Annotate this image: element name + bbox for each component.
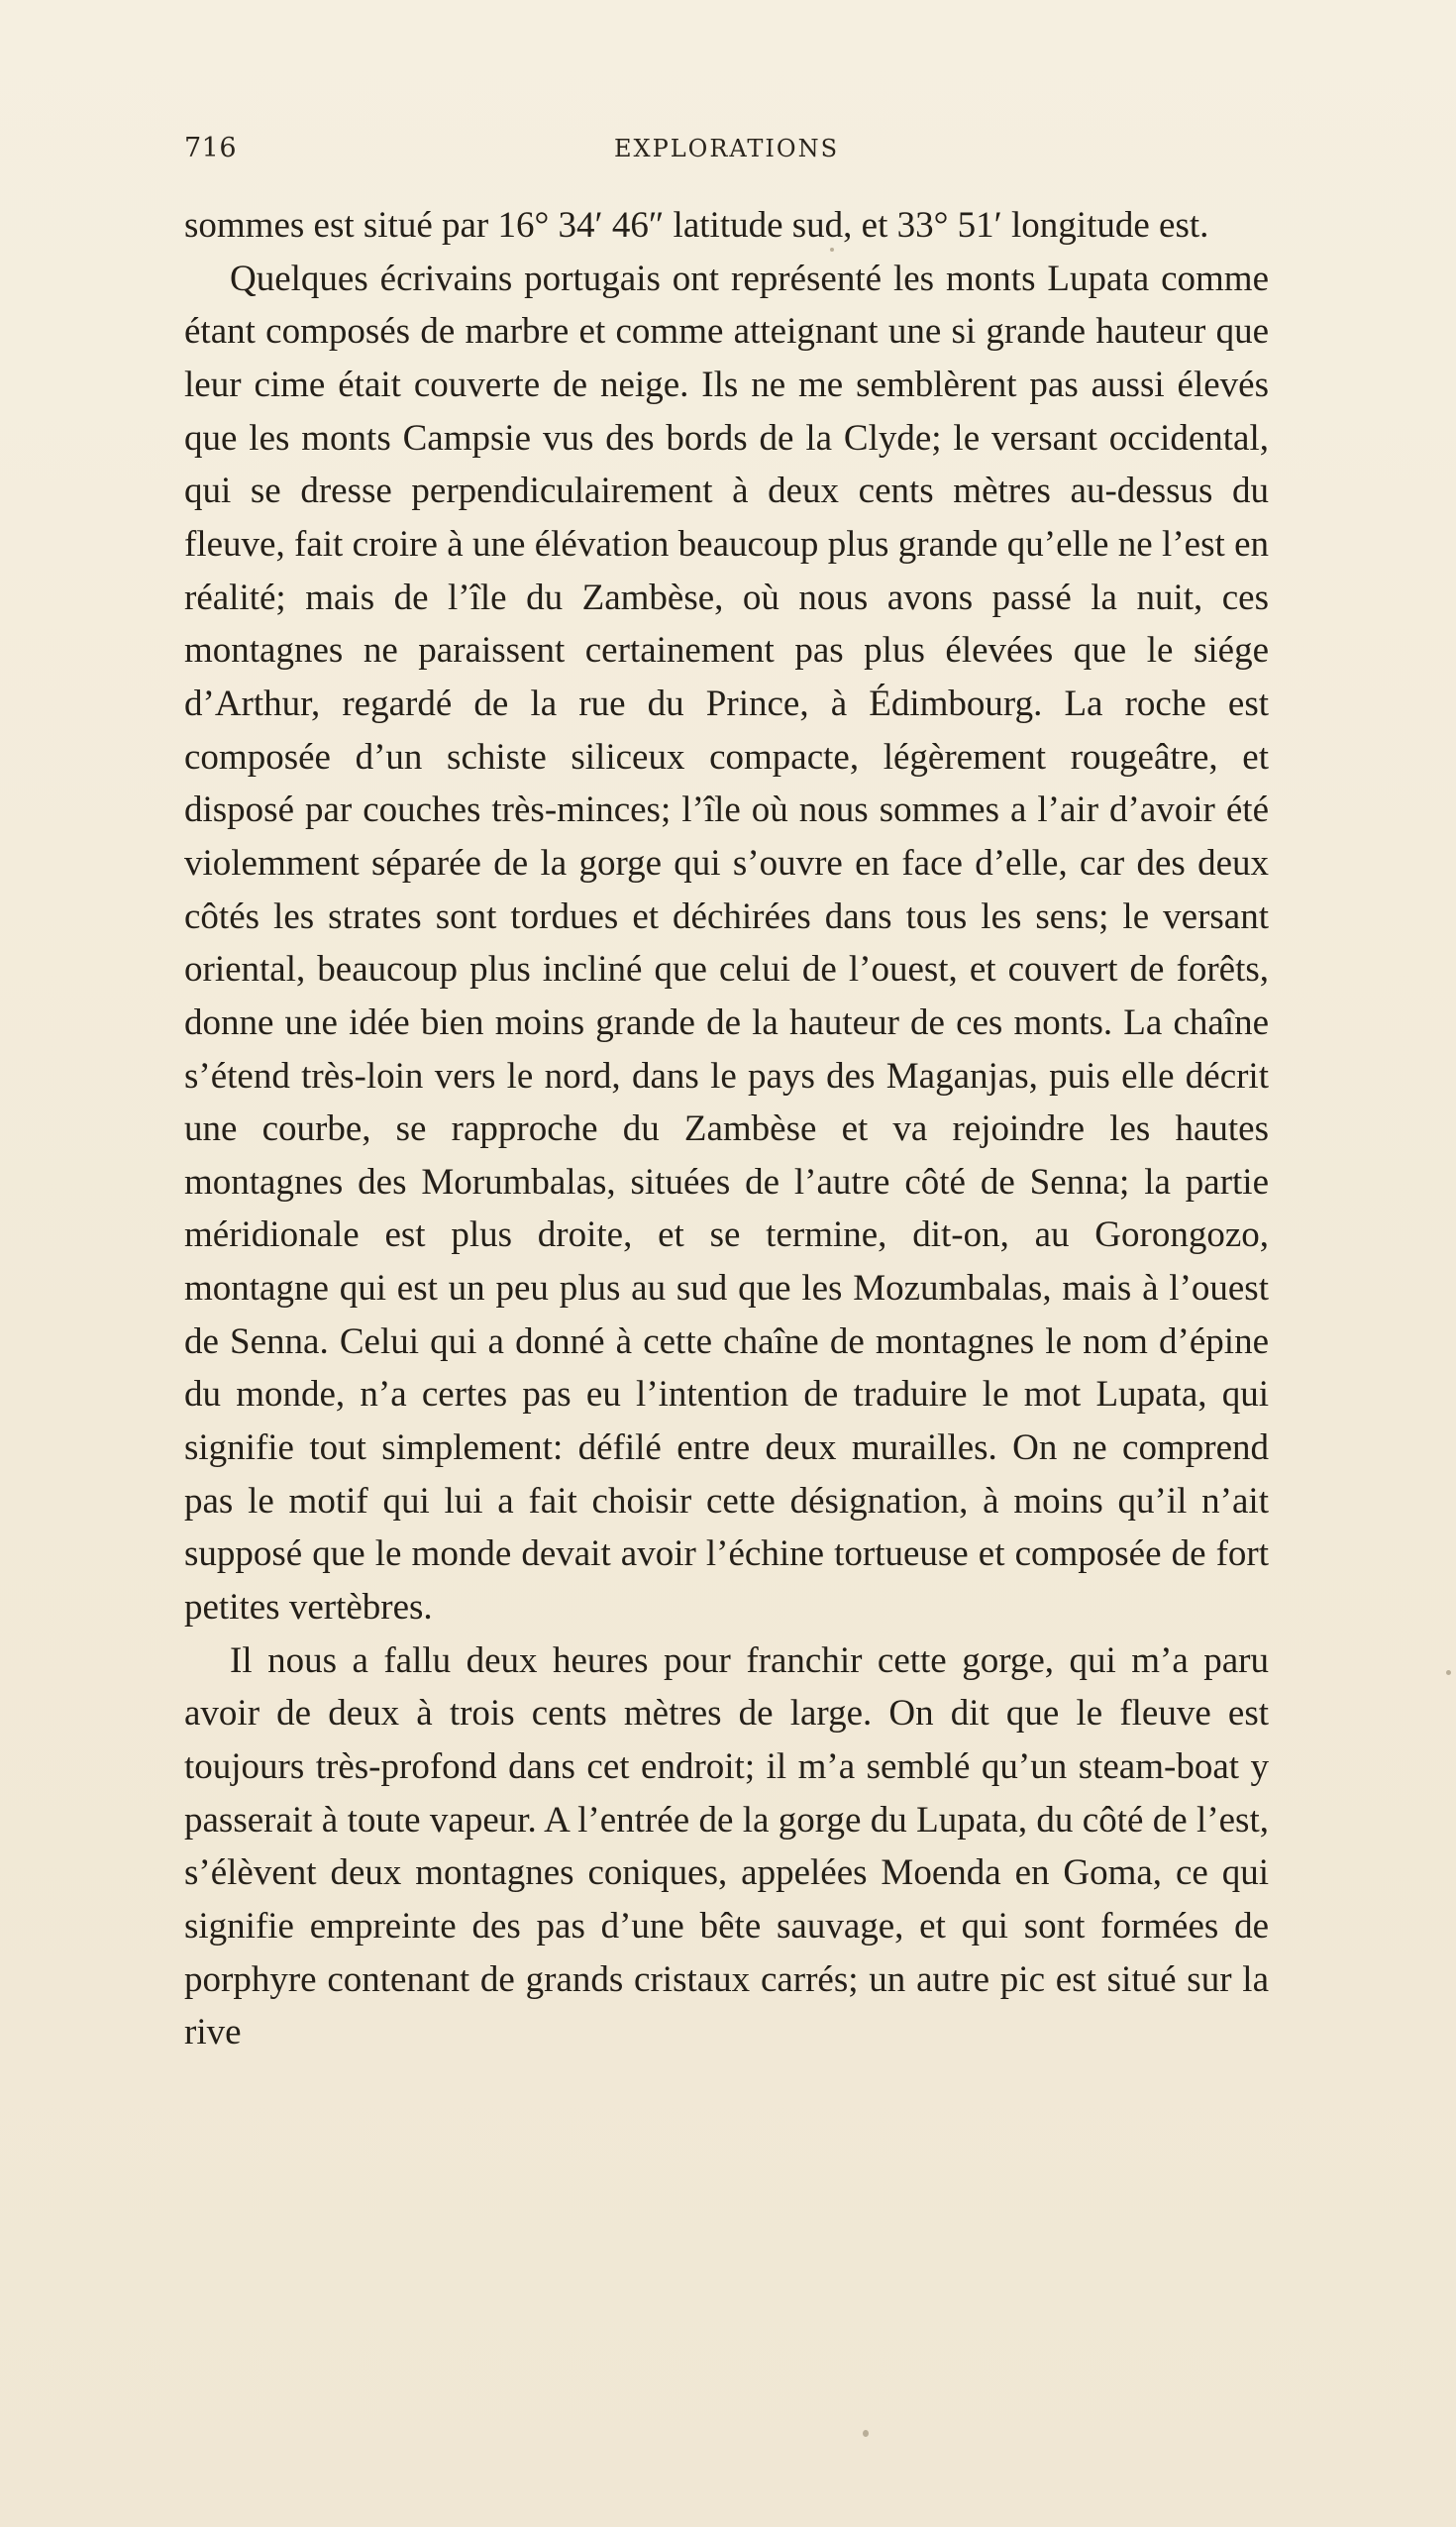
page-header [184,133,1269,172]
running-title: EXPLORATIONS [613,135,840,162]
paragraph: Quelques écrivains portugais ont représenté les monts Lupata comme étant composés de marbre et comme atteignant une si grande hauteur que leur cime était couverte de neige. Ils ne me semblèrent pas aussi élevés que les monts Campsie vus des bords de la Clyde; le versant occidental, qui se dresse perpendiculairement à deux cents mètres au-dessus du fleuve, fait croire à une élévation beaucoup plus grande qu’elle ne l’est en réalité; mais de l’île du Zambèse, où nous avons passé la nuit, ces montagnes ne paraissent certainement pas plus élevées que le siége d’Arthur, regardé de la rue du Prince, à Édimbourg. La roche est composée d’un schiste siliceux compacte, légèrement rougeâtre, et disposé par couches très-minces; l’île où nous sommes a l’air d’avoir été violemment séparée de la gorge qui s’ouvre en face d’elle, car des deux côtés les strates sont tordues et déchirées dans tous les sens; le versant oriental, beaucoup plus incliné que celui de l’ouest, et couvert de forêts, donne une idée bien moins grande de la hauteur de ces monts. La chaîne s’étend très-loin vers le nord, dans le pays des Maganjas, puis elle décrit une courbe, se rapproche du Zambèse et va rejoindre les hautes montagnes des Morumbalas, situées de l’autre côté de Senna; la partie méridionale est plus droite, et se termine, dit-on, au Gorongozo, montagne qui est un peu plus au sud que les Mozumbalas, mais à l’ouest de Senna. Celui qui a donné à cette chaîne de montagnes le nom d’épine du monde, n’a certes pas eu l’intention de traduire le mot Lupata, qui signifie tout simplement: défilé entre deux murailles. On ne comprend pas le motif qui lui a fait choisir cette désignation, à moins qu’il n’ait supposé que le monde devait avoir l’échine tortueuse et composée de fort petites vertèbres. [184,258,1269,1629]
paragraph-continued: sommes est situé par 16° 34′ 46″ latitude sud, et 33° 51′ longitude est. [184,205,1209,246]
paper-speck [830,248,834,252]
paper-speck [863,2430,869,2437]
page-number: 716 [184,133,238,163]
paper-speck [1446,1670,1451,1675]
paragraph: Il nous a fallu deux heures pour franchir cette gorge, qui m’a paru avoir de deux à trois cents mètres de large. On dit que le fleuve est toujours très-profond dans cet endroit; il m’a semblé qu’un steam-boat y passerait à toute vapeur. A l’entrée de la gorge du Lupata, du côté de l’est, s’élèvent deux montagnes coniques, appelées Moenda en Goma, ce qui signifie empreinte des pas d’une bête sauvage, et qui sont formées de porphyre contenant de grands cristaux carrés; un autre pic est situé sur la rive [184,1639,1269,2053]
body-text [184,199,1269,2059]
